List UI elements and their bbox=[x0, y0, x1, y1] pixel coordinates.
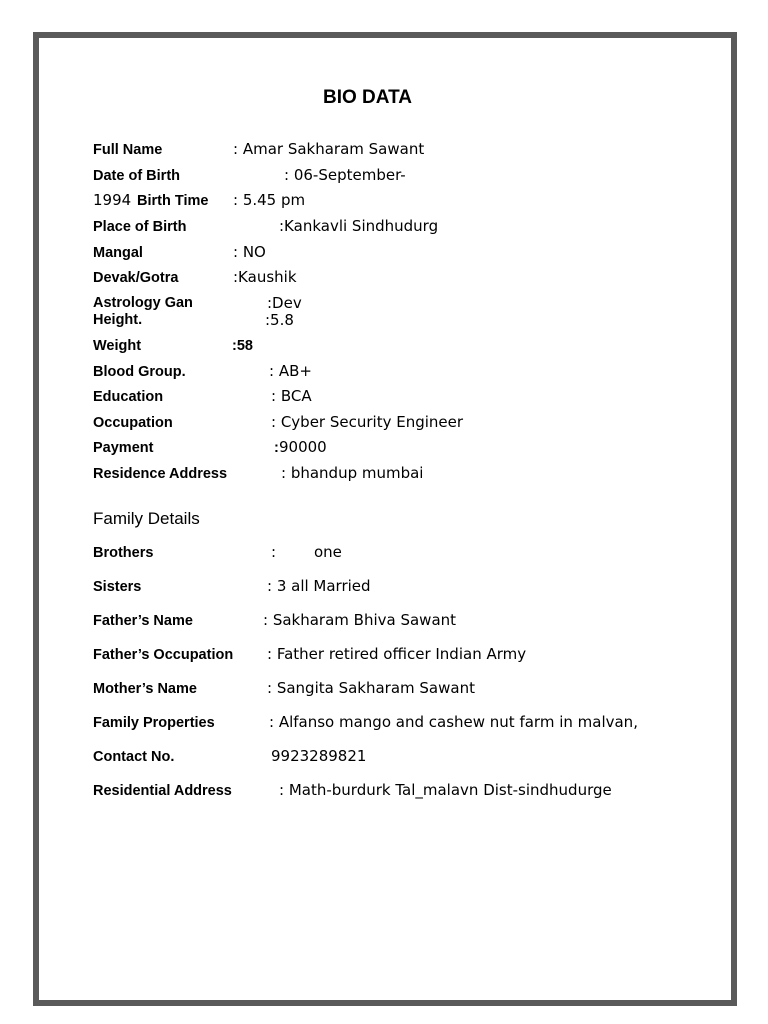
brothers-colon: : bbox=[271, 543, 277, 561]
family-properties-value: : Alfanso mango and cashew nut farm in malvan, bbox=[269, 713, 638, 731]
birth-time-value: : 5.45 pm bbox=[233, 191, 306, 209]
dob-label: Date of Birth bbox=[93, 168, 180, 184]
contact-no-label: Contact No. bbox=[93, 749, 175, 765]
occupation-value: : Cyber Security Engineer bbox=[271, 413, 464, 431]
height-label: Height. bbox=[93, 312, 143, 328]
birth-time-label: Birth Time bbox=[137, 193, 209, 209]
astrology-gan-label: Astrology Gan bbox=[93, 295, 193, 311]
dob-year: 1994 bbox=[93, 191, 132, 209]
devak-gotra-label: Devak/Gotra bbox=[93, 270, 179, 286]
mangal-value: : NO bbox=[233, 243, 266, 261]
family-details-heading: Family Details bbox=[93, 509, 200, 528]
weight-label: Weight bbox=[93, 338, 142, 354]
blood-group-label: Blood Group. bbox=[93, 364, 186, 380]
sisters-label: Sisters bbox=[93, 579, 142, 595]
devak-gotra-value: :Kaushik bbox=[233, 268, 297, 286]
full-name-value: : Amar Sakharam Sawant bbox=[233, 140, 425, 158]
astrology-gan-value: :Dev bbox=[267, 294, 302, 312]
contact-no-value: 9923289821 bbox=[271, 747, 367, 765]
place-of-birth-label: Place of Birth bbox=[93, 219, 187, 235]
sisters-value: : 3 all Married bbox=[267, 577, 371, 595]
education-value: : BCA bbox=[271, 387, 312, 405]
occupation-label: Occupation bbox=[93, 415, 173, 431]
residence-address-value: : bhandup mumbai bbox=[281, 464, 424, 482]
payment-label: Payment bbox=[93, 440, 154, 456]
brothers-value: one bbox=[314, 543, 342, 561]
family-properties-label: Family Properties bbox=[93, 715, 215, 731]
brothers-label: Brothers bbox=[93, 545, 154, 561]
height-value: :5.8 bbox=[265, 311, 294, 329]
fathers-occupation-value: : Father retired officer Indian Army bbox=[267, 645, 527, 663]
dob-value: : 06-September- bbox=[284, 166, 406, 184]
fathers-name-value: : Sakharam Bhiva Sawant bbox=[263, 611, 457, 629]
full-name-label: Full Name bbox=[93, 142, 163, 158]
weight-value: :58 bbox=[232, 338, 253, 354]
fathers-name-label: Father’s Name bbox=[93, 613, 193, 629]
residence-address-label: Residence Address bbox=[93, 466, 228, 482]
residential-address-label: Residential Address bbox=[93, 783, 232, 799]
mangal-label: Mangal bbox=[93, 245, 143, 261]
payment-colon: : bbox=[274, 440, 279, 456]
page-title: BIO DATA bbox=[323, 87, 413, 108]
place-of-birth-value: :Kankavli Sindhudurg bbox=[279, 217, 439, 235]
residential-address-value: : Math-burdurk Tal_malavn Dist-sindhudurge bbox=[279, 781, 612, 799]
blood-group-value: : AB+ bbox=[269, 362, 312, 380]
mothers-name-value: : Sangita Sakharam Sawant bbox=[267, 679, 475, 697]
mothers-name-label: Mother’s Name bbox=[93, 681, 197, 697]
education-label: Education bbox=[93, 389, 164, 405]
payment-value: 90000 bbox=[279, 438, 327, 456]
fathers-occupation-label: Father’s Occupation bbox=[93, 647, 234, 663]
